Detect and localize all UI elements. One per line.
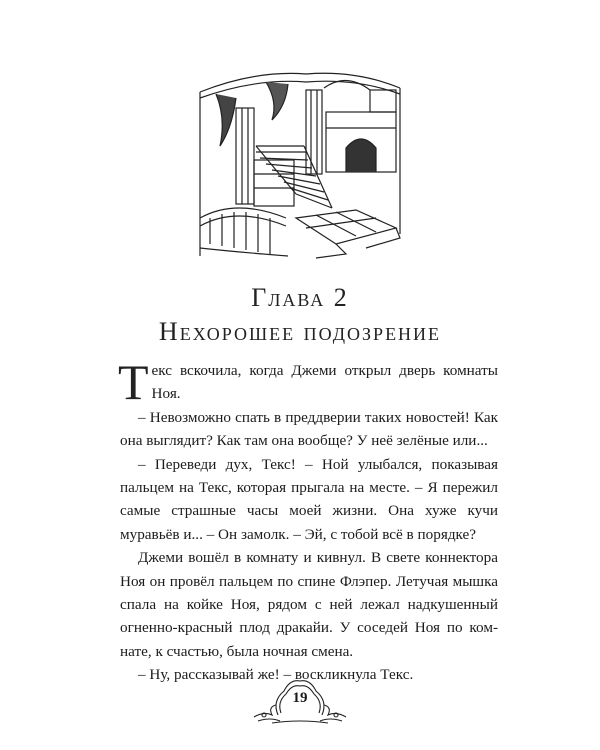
paragraph-2: – Невозможно спать в преддверии таких новостей! Как она выглядит? Как там она вообще? У неё зелёные или... bbox=[120, 408, 498, 450]
paragraph-1: Текс вскочила, когда Джеми открыл дверь комнаты Ноя. bbox=[118, 354, 498, 410]
page-footer bbox=[250, 671, 350, 727]
chapter-heading bbox=[0, 282, 600, 348]
paragraph-4: Джеми вошёл в комнату и кивнул. В свете коннектора Ноя он провёл пальцем по спине Флэпер. Летучая мышка спала на койке Ноя, рядом с ней лежал надкушенный огненно-красный плод дракайи. У соседей Ноя по комнате, к счастью, была ночная смена. bbox=[120, 549, 498, 660]
drop-cap: Т bbox=[118, 354, 149, 410]
chapter-number: Глава 2 bbox=[251, 283, 349, 312]
paragraph-3: – Переведи дух, Текс! – Ной улыбался, показывая пальцем на Текс, которая прыгала на месте. – Я пережил самые страшные часы моей жизни. Она хуже кучи муравьёв и... – Он замолк. – Эй, с тобой всё в порядке? bbox=[120, 455, 498, 543]
page-number: 19 bbox=[292, 690, 308, 706]
chapter-title: Нехорошее подозрение bbox=[158, 317, 442, 346]
castle-staircase-illustration bbox=[196, 68, 404, 260]
paragraph-5: – Ну, рассказывай же! – воскликнула Текс. bbox=[138, 666, 414, 684]
chapter-body bbox=[118, 354, 498, 687]
